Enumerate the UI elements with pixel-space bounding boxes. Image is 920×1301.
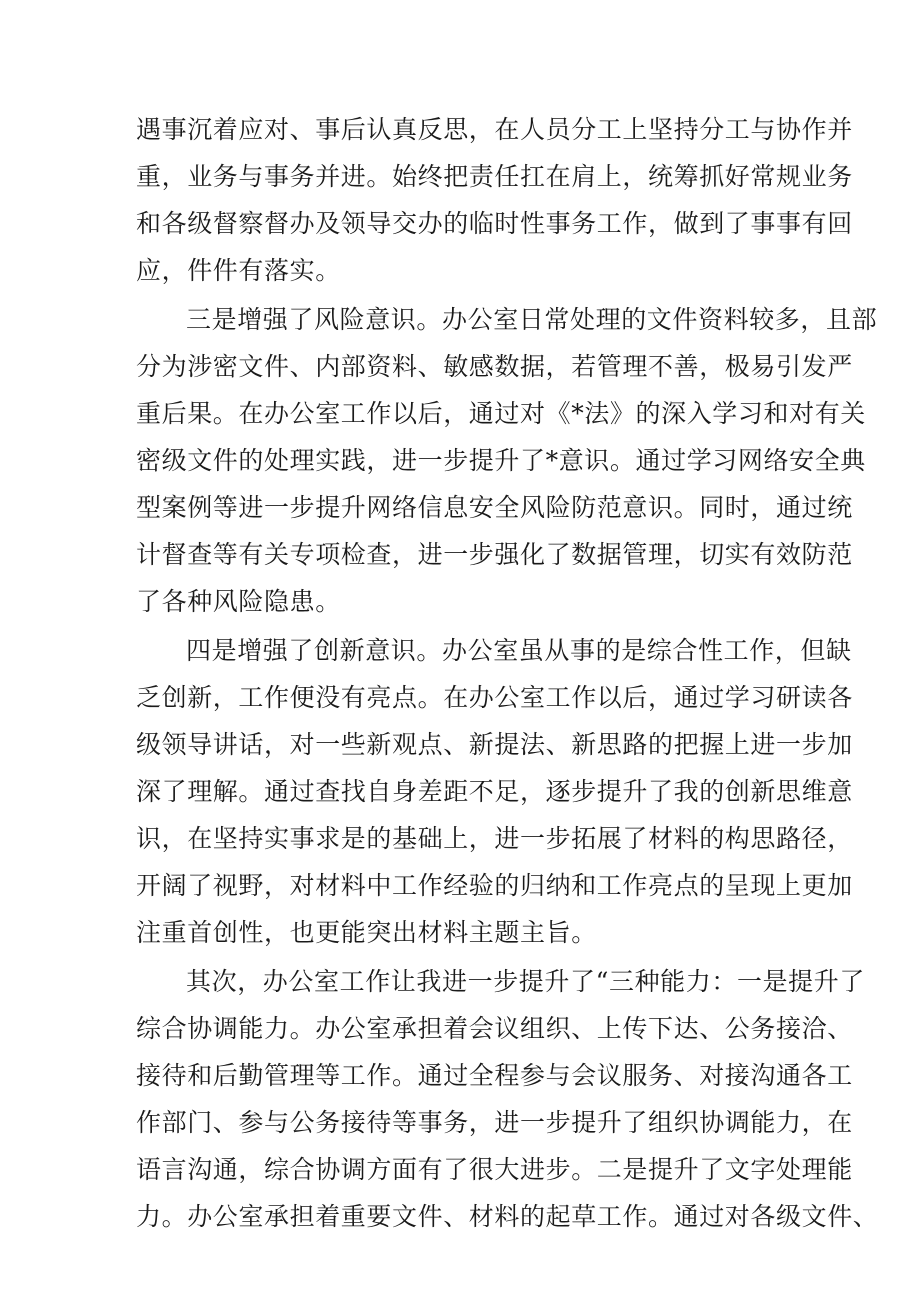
text-line: 重后果。在办公室工作以后，通过对《*法》的深入学习和对有关 xyxy=(136,399,866,428)
text-line: 级领导讲话，对一些新观点、新提法、新思路的把握上进一步加 xyxy=(136,730,853,759)
text-line: 开阔了视野，对材料中工作经验的归纳和工作亮点的呈现上更加 xyxy=(136,871,853,900)
text-line: 注重首创性，也更能突出材料主题主旨。 xyxy=(136,918,597,947)
text-line: 型案例等进一步提升网络信息安全风险防范意识。同时，通过统 xyxy=(136,493,853,522)
text-line: 三是增强了风险意识。办公室日常处理的文件资料较多，且部 xyxy=(186,305,878,334)
text-line: 应，件件有落实。 xyxy=(136,256,341,285)
text-line: 其次，办公室工作让我进一步提升了“三种能力：一是提升了 xyxy=(186,967,865,996)
text-line: 识，在坚持实事求是的基础上，进一步拓展了材料的构思路径， xyxy=(136,824,853,853)
text-line: 了各种风险隐患。 xyxy=(136,587,341,616)
text-line: 密级文件的处理实践，进一步提升了*意识。通过学习网络安全典 xyxy=(136,446,866,475)
text-line: 综合协调能力。办公室承担着会议组织、上传下达、公务接洽、 xyxy=(136,1014,853,1043)
text-line: 语言沟通，综合协调方面有了很大进步。二是提升了文字处理能 xyxy=(136,1155,853,1184)
text-line: 遇事沉着应对、事后认真反思，在人员分工上坚持分工与协作并 xyxy=(136,115,853,144)
text-line: 重，业务与事务并进。始终把责任扛在肩上，统筹抓好常规业务 xyxy=(136,162,853,191)
text-line: 接待和后勤管理等工作。通过全程参与会议服务、对接沟通各工 xyxy=(136,1061,853,1090)
text-line: 四是增强了创新意识。办公室虽从事的是综合性工作，但缺 xyxy=(186,636,852,665)
text-line: 计督查等有关专项检查，进一步强化了数据管理，切实有效防范 xyxy=(136,540,853,569)
text-line: 力。办公室承担着重要文件、材料的起草工作。通过对各级文件、 xyxy=(136,1202,879,1231)
text-line: 乏创新，工作便没有亮点。在办公室工作以后，通过学习研读各 xyxy=(136,683,853,712)
text-line: 作部门、参与公务接待等事务，进一步提升了组织协调能力，在 xyxy=(136,1108,853,1137)
text-line: 和各级督察督办及领导交办的临时性事务工作，做到了事事有回 xyxy=(136,209,853,238)
text-line: 深了理解。通过查找自身差距不足，逐步提升了我的创新思维意 xyxy=(136,777,853,806)
text-line: 分为涉密文件、内部资料、敏感数据，若管理不善，极易引发严 xyxy=(136,352,853,381)
